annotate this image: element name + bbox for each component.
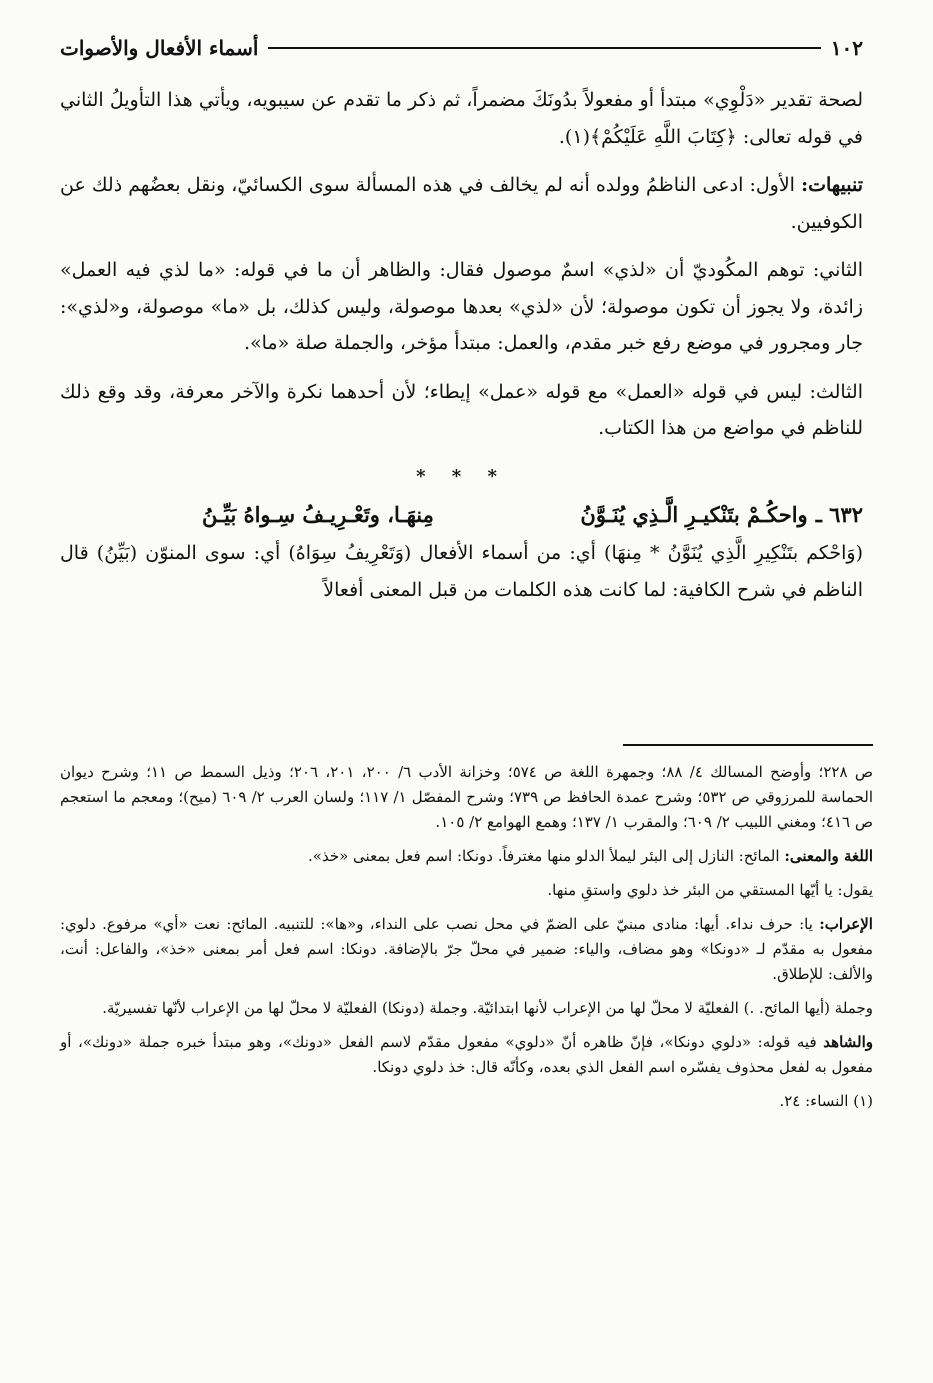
- footnote-saying: يقول: يا أيّها المستقي من البئر خذ دلوي واستقِ منها.: [547, 881, 873, 899]
- section-separator: * * *: [416, 465, 507, 487]
- paragraph-2: [60, 167, 863, 240]
- footnote-meaning: [60, 844, 873, 869]
- main-text: [60, 82, 863, 620]
- parsing-text: يا: حرف نداء. أيها: منادى مبنيّ على الضمّ في محل نصب على النداء، و«ها»: للتنبيه. المائح: نعت «أي» مرفوع. دلوي: مفعول به مقدّم لـ «دونكا» وهو مضاف، والياء: ضمير في محلّ جرّ بالإضافة. دونكا: اسم فعل أمر بمعنى «خذ»، والفاعل: أنت، والألف: للإطلاق.: [60, 915, 873, 983]
- footnote-parsing: [60, 912, 873, 987]
- evidence-text: فيه قوله: «دلوي دونكا»، فإنّ ظاهره أنّ «دلوي» مفعول مقدّم لاسم الفعل «دونك»، وهو مبتدأ خبره جملة «دونك»، أو مفعول به لفعل محذوف يفسّره اسم الفعل الذي بعده، وكأنّه قال: خذ دلوي دونكا.: [60, 1033, 873, 1076]
- verse-number: ٦٣٢ ـ: [815, 502, 863, 527]
- meaning-text: المائح: النازل إلى البئر ليملأ الدلو منها مغترفاً. دونكا: اسم فعل بمعنى «خذ».: [308, 847, 780, 865]
- footnote-separator: [623, 744, 873, 746]
- verse-line: [60, 495, 863, 535]
- parsing-heading: الإعراب:: [819, 915, 873, 933]
- footnote-sources: ص ٢٢٨؛ وأوضح المسالك ٤/ ٨٨؛ وجمهرة اللغة ص ٥٧٤؛ وخزانة الأدب ٦/ ٢٠٠، ٢٠١، ٢٠٦؛ وذيل السمط ص ١١؛ وشرح ديوان الحماسة للمرزوقي ص ٥٣٢؛ وشرح عمدة الحافظ ص ٧٣٩؛ وشرح المفصّل ١/ ١١٧؛ ولسان العرب ٢/ ٦٠٩ (ميح)؛ ومعجم ما استعجم ص ٤١٦؛ ومغني اللبيب ٢/ ٦٠٩؛ والمقرب ١/ ١٣٧؛ وهمع الهوامع ٢/ ١٠٥.: [60, 763, 874, 831]
- paragraph-3: الثاني: توهم المكُوديّ أن «لذي» اسمٌ موصول فقال: والظاهر أن ما في قوله: «ما لذي فيه العمل» زائدة، ولا يجوز أن تكون موصولة؛ لأن «لذي» بعدها موصولة، وليس كذلك، بل «ما» موصولة، و«لذي»: جار ومجرور في موضع رفع خبر مقدم، والعمل: مبتدأ مؤخر، والجملة صلة «ما».: [60, 259, 863, 354]
- paragraph-1: لصحة تقدير «دَلْوِي» مبتدأ أو مفعولاً بدُونَكَ مضمراً، ثم ذكر ما تقدم عن سيبويه، ويأتي هذا التأويلُ الثاني في قوله تعالى: ﴿كِتَابَ اللَّهِ عَلَيْكُمْ﴾(١).: [60, 89, 863, 148]
- footnotes: [60, 760, 873, 1123]
- footnote-evidence: [60, 1030, 873, 1080]
- running-header: [60, 30, 863, 66]
- evidence-heading: والشاهد: [823, 1033, 873, 1051]
- paragraph-2-text: الأول: ادعى الناظمُ وولده أنه لم يخالف في هذه المسألة سوى الكسائيّ، ونقل بعضُهم ذلك عن الكوفيين.: [60, 174, 863, 233]
- header-rule: [268, 47, 820, 49]
- footnote-quran-ref: (١) النساء: ٢٤.: [779, 1092, 873, 1110]
- meaning-heading: اللغة والمعنى:: [784, 847, 873, 865]
- verse-first-hemistich: واحكُـمْ بتَنْكيـرِ الَّـذِي يُنَـوَّنُ: [580, 502, 808, 527]
- page-number: ١٠٢: [830, 36, 863, 60]
- paragraph-4: الثالث: ليس في قوله «العمل» مع قوله «عمل» إيطاء؛ لأن أحدهما نكرة والآخر معرفة، وقد وقع ذلك للناظم في مواضع من هذا الكتاب.: [60, 380, 863, 439]
- verse-second-hemistich: مِنهَـا، وتَعْـرِيـفُ سِـواهُ بَيِّـنُ: [201, 502, 434, 527]
- chapter-title: أسماء الأفعال والأصوات: [60, 36, 259, 60]
- paragraph-5: (وَاحْكم بتَنْكِيرِ الَّذِي يُنَوَّنُ * مِنهَا) أي: من أسماء الأفعال (وَتَعْرِيفُ سِوَاهُ) أي: سوى المنوّن (بَيِّنُ) قال الناظم في شرح الكافية: لما كانت هذه الكلمات من قبل المعنى أفعالاً: [60, 542, 863, 601]
- notes-heading: تنبيهات:: [801, 174, 863, 196]
- footnote-sentence: وجملة (أيها المائح. .) الفعليّة لا محلّ لها من الإعراب لأنها ابتدائيّة. وجملة (دونكا) الفعليّة لا محلّ لها من الإعراب لأنّها تفسيريّة.: [102, 999, 873, 1017]
